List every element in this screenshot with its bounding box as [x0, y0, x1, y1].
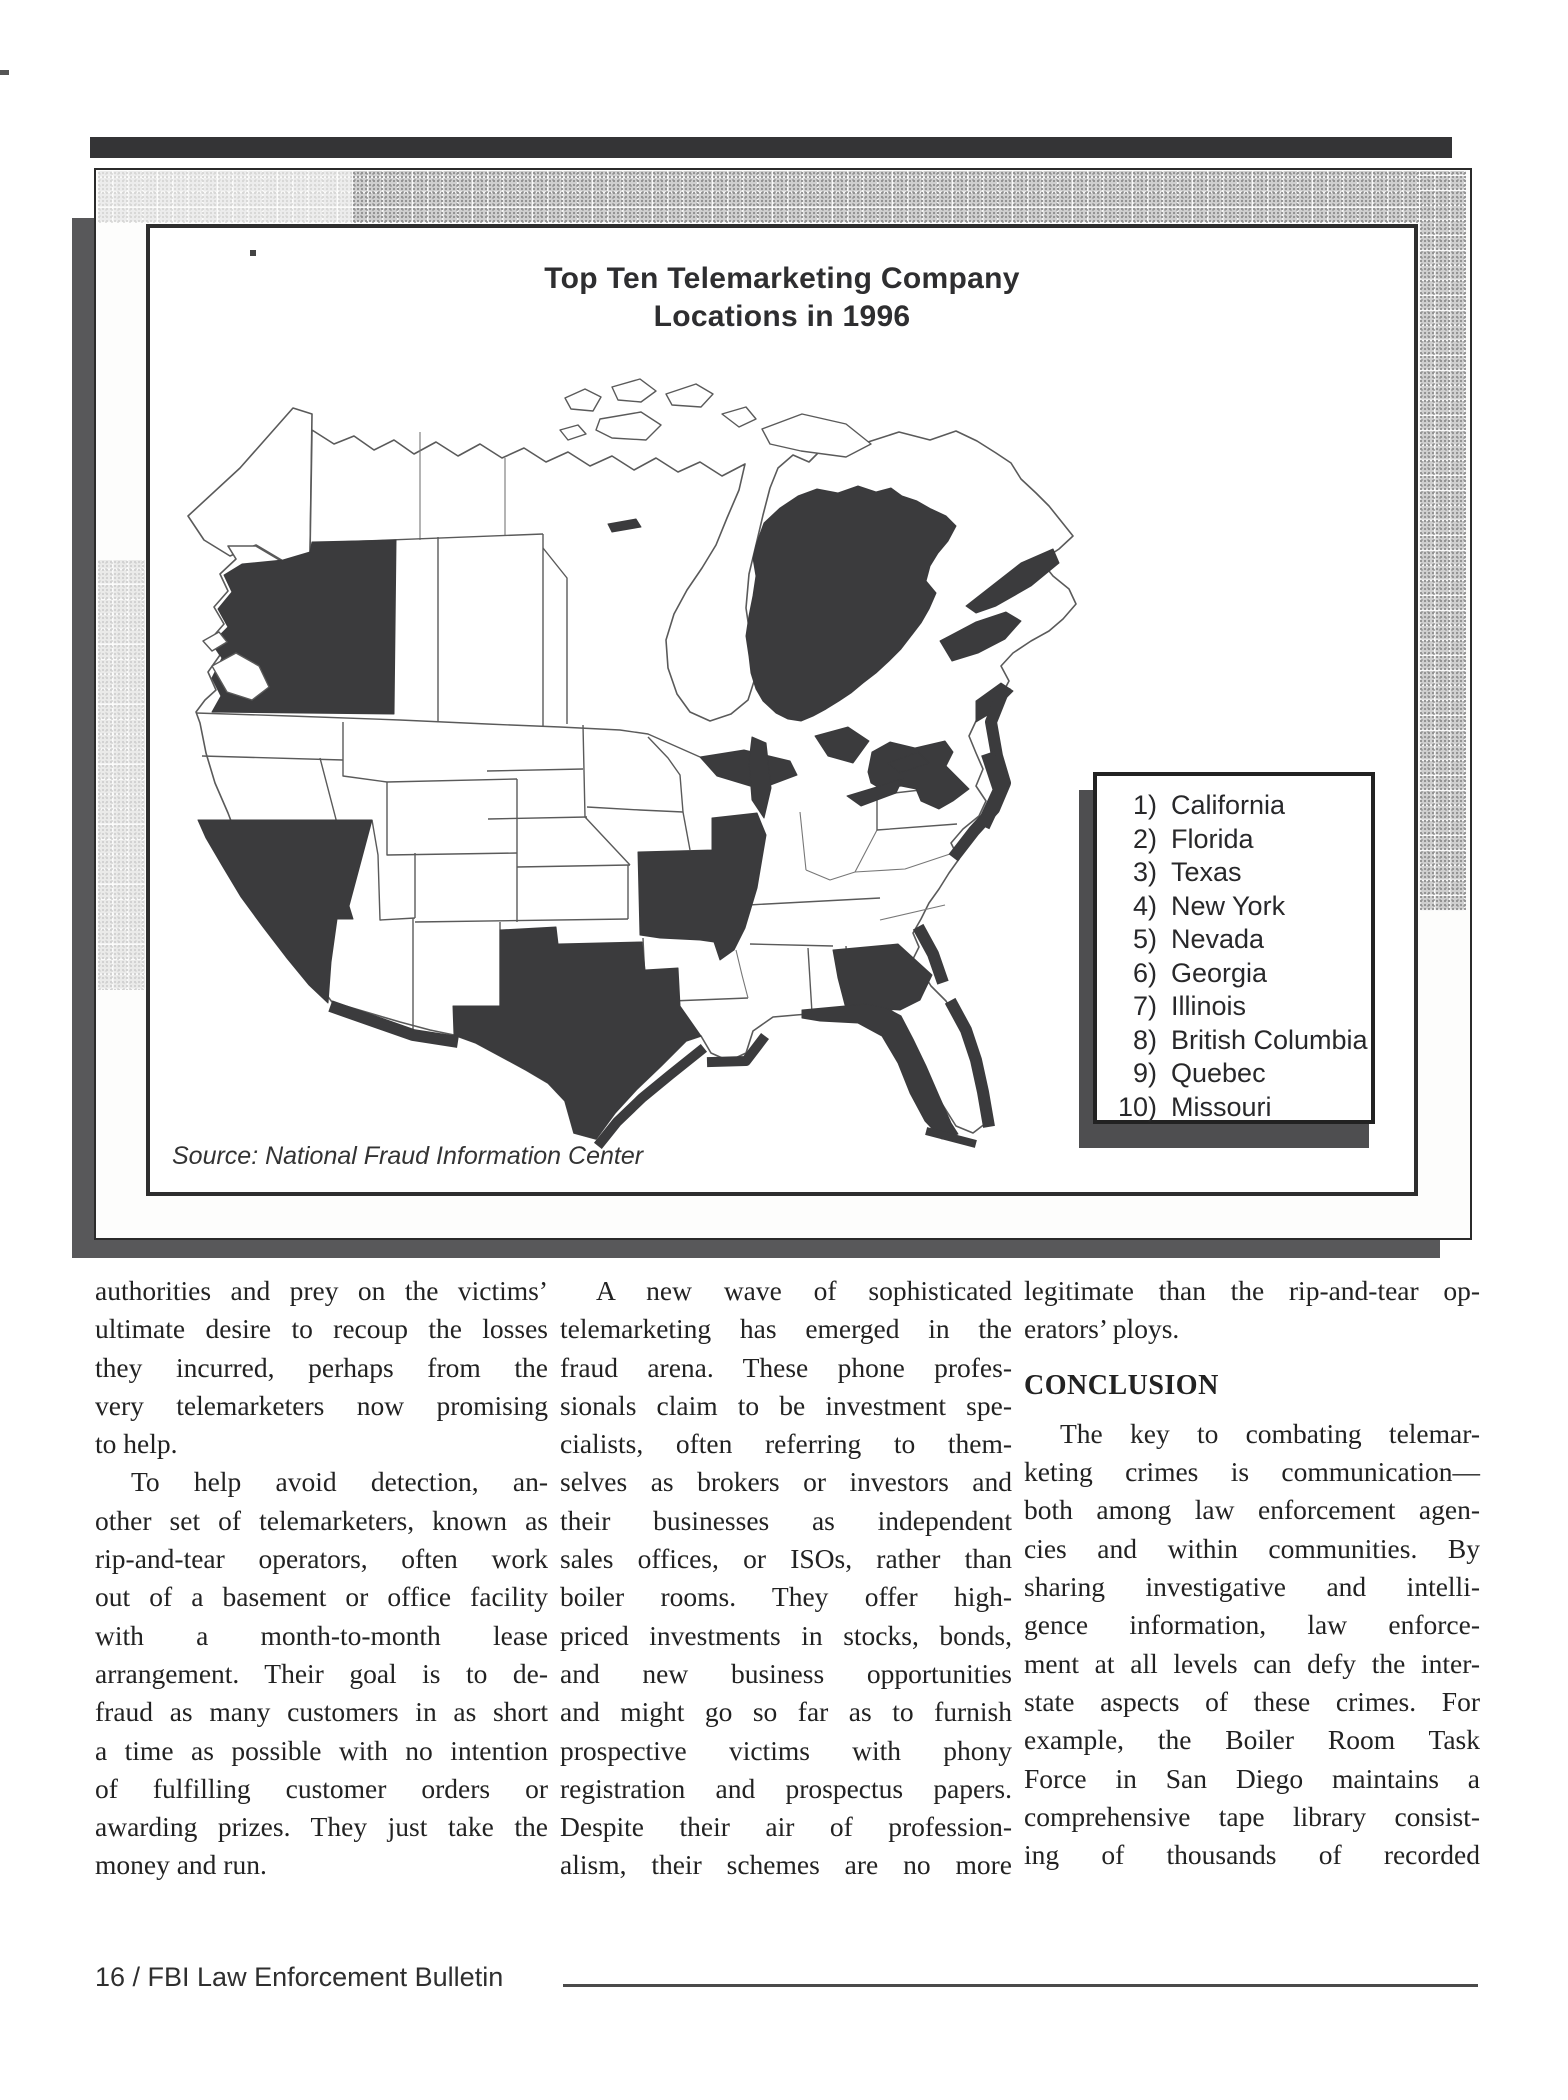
legend-item	[1097, 924, 1371, 958]
text-line: and might go so far as to furnish	[560, 1696, 1012, 1728]
figure-top-bar	[90, 137, 1452, 158]
scan-artifact-dot	[250, 250, 256, 256]
halftone-noise-top	[352, 171, 1466, 223]
text-line: sionals claim to be investment spe-	[560, 1389, 1012, 1421]
text-line: arrangement. Their goal is to de-	[95, 1657, 548, 1689]
figure-shadow-bottom	[72, 1237, 1440, 1258]
legend-item-number: 2)	[1132, 823, 1157, 854]
legend-item-name: Texas	[1171, 857, 1242, 887]
legend-item-number: 5)	[1132, 924, 1157, 954]
text-line: state aspects of these crimes. For	[1024, 1685, 1480, 1717]
legend-item-number: 8)	[1132, 1024, 1157, 1055]
figure-shadow-left	[72, 218, 95, 1258]
text-line: cies and within communities. By	[1024, 1532, 1480, 1564]
legend-item	[1097, 824, 1371, 858]
figure-source: Source: National Fraud Information Center	[172, 1142, 644, 1170]
legend-item	[1097, 857, 1371, 891]
map-arctic-islands	[560, 379, 871, 457]
text-line: out of a basement or office facility	[95, 1581, 548, 1613]
legend-item-name: British Columbia	[1171, 1024, 1368, 1055]
text-line: they incurred, perhaps from the	[95, 1351, 548, 1383]
article-column-3	[1024, 1272, 1480, 1874]
text-line: telemarketing has emerged in the	[560, 1313, 1012, 1345]
footer-rule	[563, 1984, 1478, 1987]
text-line: cialists, often referring to them-	[560, 1428, 1012, 1460]
figure-title	[146, 260, 1418, 336]
halftone-noise-top-left	[97, 171, 352, 223]
text-line: sales offices, or ISOs, rather than	[560, 1543, 1012, 1575]
text-line: ultimate desire to recoup the losses	[95, 1313, 548, 1345]
legend-item	[1097, 790, 1371, 824]
legend-item	[1097, 891, 1371, 925]
text-line: ment at all levels can defy the inter-	[1024, 1647, 1480, 1679]
legend-item-number: 9)	[1132, 1058, 1157, 1088]
legend-item	[1097, 1058, 1371, 1092]
text-line: other set of telemarketers, known as	[95, 1504, 548, 1536]
text-line: comprehensive tape library consist-	[1024, 1800, 1480, 1832]
legend-item	[1097, 991, 1371, 1025]
text-line: erators’ ploys.	[1024, 1313, 1180, 1345]
legend-item-number: 4)	[1132, 890, 1157, 921]
text-line: sharing investigative and intelli-	[1024, 1571, 1480, 1603]
text-line: a time as possible with no intention	[95, 1734, 548, 1766]
text-line: awarding prizes. They just take the	[95, 1811, 548, 1843]
legend-item	[1097, 1025, 1371, 1059]
legend-item-name: Georgia	[1171, 957, 1268, 988]
text-line: prospective victims with phony	[560, 1734, 1012, 1766]
legend-item-number: 6)	[1132, 957, 1157, 988]
text-line: both among law enforcement agen-	[1024, 1494, 1480, 1526]
north-america-map	[150, 360, 1160, 1160]
article-column-1	[95, 1272, 548, 1885]
legend-item-name: Nevada	[1171, 924, 1265, 954]
text-line: example, the Boiler Room Task	[1024, 1724, 1480, 1756]
text-line: To help avoid detection, an-	[131, 1466, 548, 1498]
scan-artifact-dash	[0, 70, 9, 75]
legend-item-name: Illinois	[1171, 991, 1247, 1021]
text-line: money and run.	[95, 1849, 267, 1881]
text-line: very telemarketers now promising	[95, 1389, 548, 1421]
halftone-noise-left	[97, 560, 145, 990]
text-line: registration and prospectus papers.	[560, 1772, 1012, 1804]
legend-item-number: 3)	[1132, 857, 1157, 887]
legend-item	[1097, 1092, 1371, 1126]
text-line: Force in San Diego maintains a	[1024, 1762, 1480, 1794]
legend-item-name: Missouri	[1171, 1091, 1272, 1122]
text-line: keting crimes is communication—	[1024, 1456, 1480, 1488]
page-footer: 16 / FBI Law Enforcement Bulletin	[95, 1962, 504, 1992]
text-line: A new wave of sophisticated	[596, 1275, 1012, 1306]
map-region-alaska	[188, 408, 312, 561]
text-line: authorities and prey on the victims’	[95, 1275, 548, 1306]
legend-box	[1093, 772, 1375, 1124]
text-line: The key to combating telemar-	[1060, 1417, 1480, 1449]
text-line: with a month-to-month lease	[95, 1619, 548, 1651]
text-line: and new business opportunities	[560, 1657, 1012, 1689]
conclusion-heading: CONCLUSION	[1024, 1369, 1219, 1401]
text-line: their businesses as independent	[560, 1504, 1012, 1536]
text-line: boiler rooms. They offer high-	[560, 1581, 1012, 1613]
legend-item	[1097, 958, 1371, 992]
legend-item-number: 7)	[1132, 991, 1157, 1021]
map-region-georgia	[833, 944, 932, 1010]
halftone-noise-right	[1419, 171, 1466, 911]
text-line: Despite their air of profession-	[560, 1811, 1012, 1843]
text-line: alism, their schemes are no more	[560, 1849, 1012, 1881]
text-line: priced investments in stocks, bonds,	[560, 1619, 1012, 1651]
legend-item-number: 1)	[1132, 790, 1157, 820]
legend-item-name: Quebec	[1171, 1058, 1266, 1088]
text-line: of fulfilling customer orders or	[95, 1772, 548, 1804]
legend-list	[1097, 790, 1371, 1125]
text-line: gence information, law enforce-	[1024, 1609, 1480, 1641]
figure-title-line1: Top Ten Telemarketing Company	[544, 262, 1020, 295]
text-line: selves as brokers or investors and	[560, 1466, 1012, 1498]
text-line: to help.	[95, 1428, 178, 1460]
text-line: legitimate than the rip-and-tear op-	[1024, 1275, 1480, 1306]
text-line: ing of thousands of recorded	[1024, 1839, 1480, 1871]
text-line: fraud arena. These phone profes-	[560, 1351, 1012, 1383]
legend-item-name: Florida	[1171, 823, 1254, 854]
figure-title-line2: Locations in 1996	[653, 300, 911, 333]
text-line: fraud as many customers in as short	[95, 1696, 548, 1728]
legend-item-number: 10)	[1117, 1091, 1157, 1122]
article-column-2	[560, 1272, 1012, 1885]
legend-item-name: California	[1171, 790, 1286, 820]
text-line: rip-and-tear operators, often work	[95, 1543, 548, 1575]
legend-item-name: New York	[1171, 890, 1286, 921]
